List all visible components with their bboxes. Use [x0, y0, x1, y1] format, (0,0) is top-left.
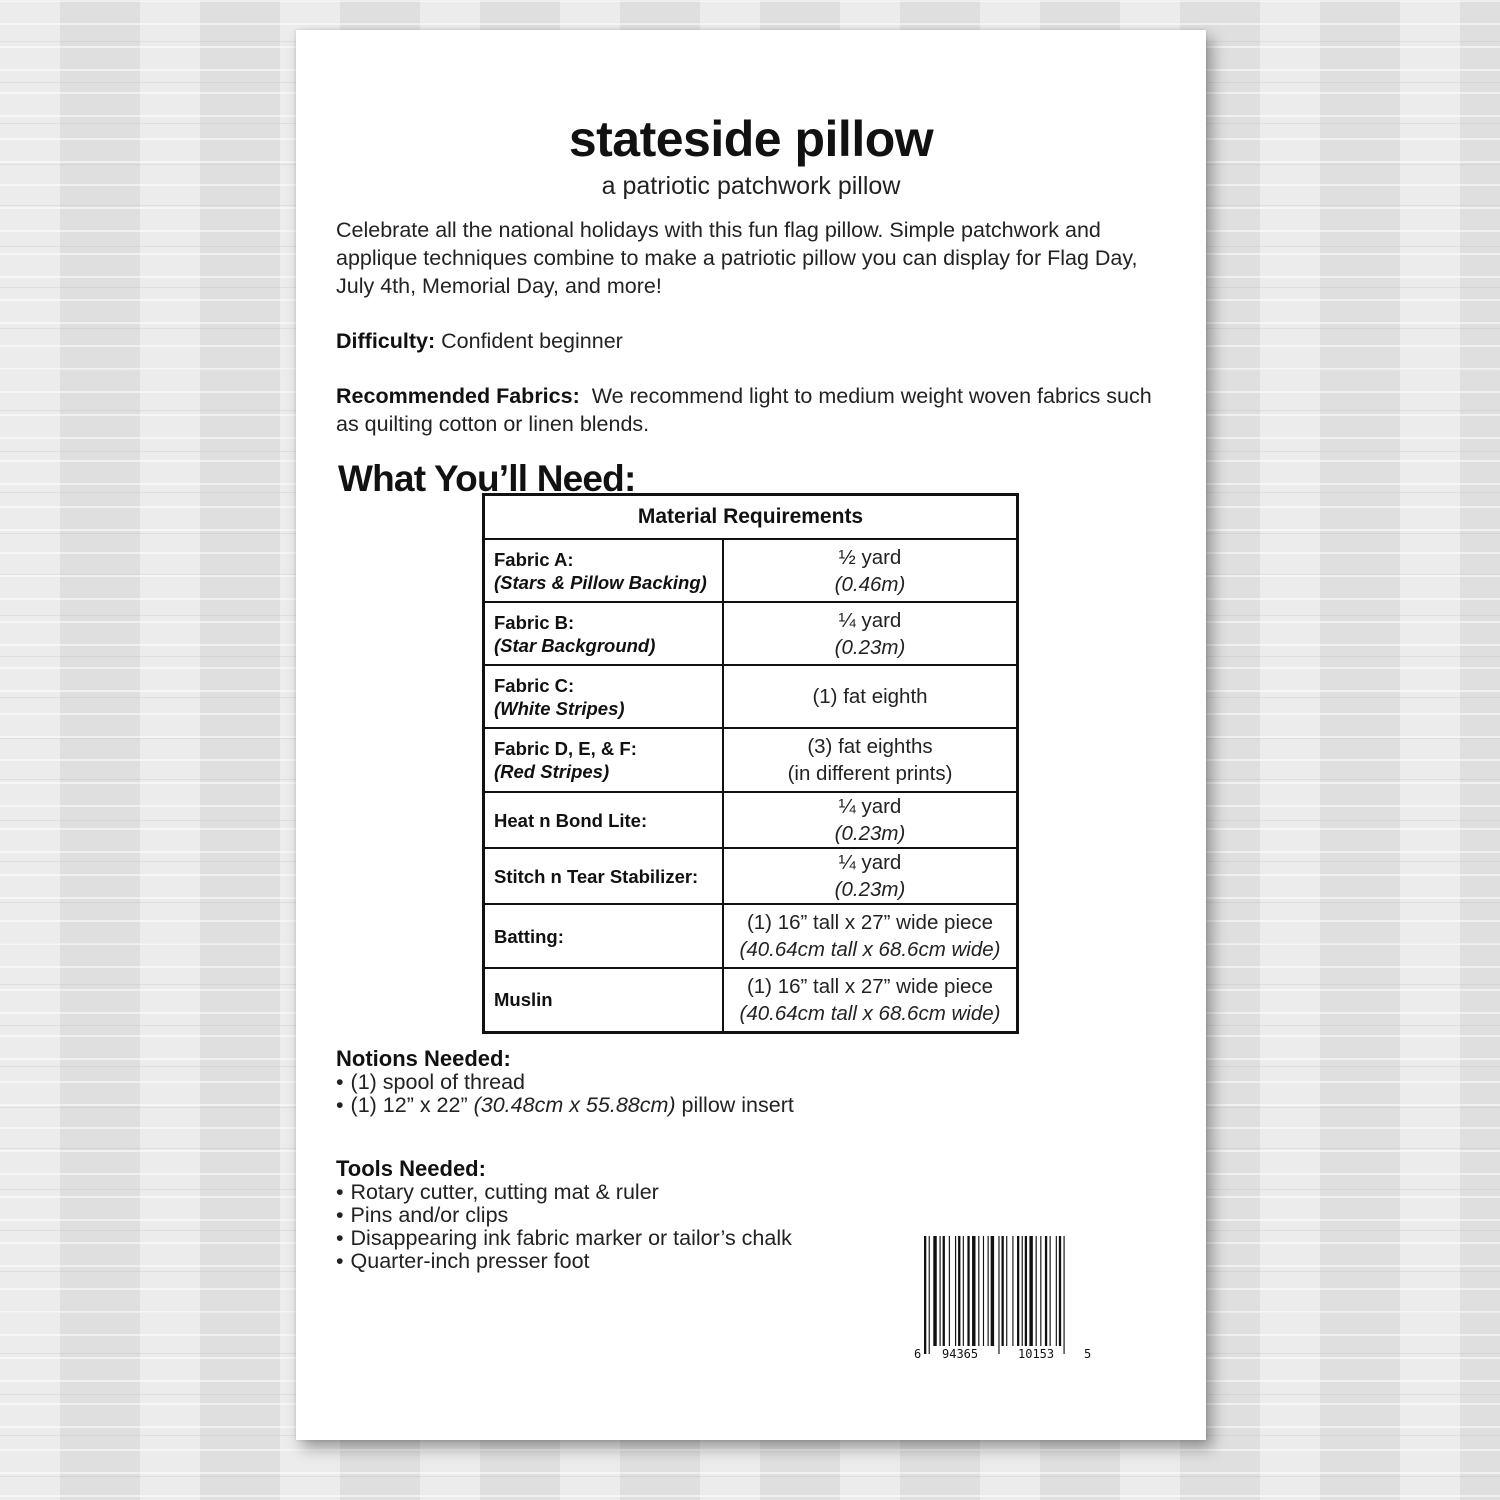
material-quantity — [723, 792, 1018, 848]
quantity-value: (1) 16” tall x 27” wide piece — [746, 974, 994, 998]
table-row — [484, 792, 1018, 848]
intro-paragraph: Celebrate all the national holidays with this fun flag pillow. Simple patchwork and applique techniques combine to make a patriotic pillow you can display for Flag Day, July 4th, Memorial Day, and more! — [336, 218, 1138, 298]
barcode-bar — [1040, 1236, 1041, 1346]
material-quantity — [723, 602, 1018, 665]
list-item-text: (1) 12” x 22” — [350, 1093, 474, 1117]
list-item: • Rotary cutter, cutting mat & ruler — [336, 1181, 792, 1204]
quantity-value: ½ yard — [838, 545, 902, 569]
list-item: • Disappearing ink fabric marker or tailor’s chalk — [336, 1227, 792, 1250]
difficulty-line — [336, 327, 1176, 355]
table-row — [484, 539, 1018, 602]
material-quantity — [723, 848, 1018, 904]
list-item-text: (1) spool of thread — [350, 1070, 526, 1094]
quantity-value: (1) fat eighth — [812, 685, 928, 708]
quantity-metric: (40.64cm tall x 68.6cm wide) — [739, 1001, 1001, 1025]
barcode-bar — [963, 1236, 964, 1346]
quantity-value: ¼ yard — [838, 795, 902, 818]
material-use: (Stars & Pillow Backing) — [494, 571, 707, 593]
barcode-bar — [991, 1236, 994, 1346]
recommended-fabrics-value: We recommend light to medium weight woven fabrics such as quilting cotton or linen blends. — [336, 384, 1152, 436]
material-label — [484, 539, 724, 602]
list-item: • Quarter-inch presser foot — [336, 1250, 792, 1273]
material-use: (White Stripes) — [494, 697, 625, 719]
quantity-metric: (0.46m) — [834, 572, 906, 596]
quantity-value: (1) 16” tall x 27” wide piece — [746, 911, 994, 934]
material-name: Muslin — [494, 989, 553, 1011]
quantity-value: ¼ yard — [838, 608, 902, 632]
pattern-back-cover — [296, 30, 1206, 1440]
barcode-bar — [972, 1236, 975, 1346]
barcode-bar — [1022, 1236, 1023, 1346]
table-row — [484, 728, 1018, 792]
table-row — [484, 904, 1018, 968]
list-item — [336, 1071, 794, 1094]
table-row — [484, 602, 1018, 665]
quantity-metric: (0.23m) — [834, 635, 906, 659]
barcode-digits-right: 10153 — [1018, 1347, 1055, 1361]
page-title: stateside pillow — [568, 111, 934, 167]
barcode-bar — [1056, 1236, 1057, 1346]
barcode-bar — [1045, 1236, 1047, 1346]
barcode-digits-left: 94365 — [942, 1347, 979, 1361]
barcode-bar — [1017, 1236, 1019, 1346]
what-you-need-heading: What You’ll Need: — [338, 458, 636, 499]
barcode-bar — [1050, 1236, 1051, 1346]
barcode-bars — [924, 1236, 1065, 1354]
table-row — [484, 968, 1018, 1032]
material-use: (Red Stripes) — [494, 761, 610, 782]
barcode-bar — [924, 1236, 926, 1354]
quantity-metric: (0.23m) — [834, 878, 906, 901]
table-header: Material Requirements — [484, 495, 1018, 540]
barcode-bar — [967, 1236, 969, 1346]
barcode-bar — [1036, 1236, 1037, 1346]
notions-heading: Notions Needed: — [336, 1046, 511, 1071]
material-use: (Star Background) — [494, 634, 656, 656]
material-name: Fabric B: — [494, 611, 575, 633]
material-name: Batting: — [494, 925, 564, 947]
material-quantity — [723, 904, 1018, 968]
barcode-bar — [1059, 1236, 1061, 1346]
page-subtitle: a patriotic patchwork pillow — [601, 172, 901, 200]
tools-heading: Tools Needed: — [336, 1156, 486, 1181]
quantity-value: (3) fat eighths — [807, 735, 933, 758]
barcode-bar — [958, 1236, 960, 1346]
material-name: Heat n Bond Lite: — [494, 809, 648, 831]
barcode — [914, 1236, 1092, 1361]
barcode-bar — [955, 1236, 956, 1346]
material-name: Stitch n Tear Stabilizer: — [494, 865, 699, 887]
list-item: • Pins and/or clips — [336, 1204, 792, 1227]
quantity-metric: (40.64cm tall x 68.6cm wide) — [739, 938, 1001, 961]
barcode-bar — [933, 1236, 936, 1346]
barcode-digit-last: 5 — [1084, 1347, 1092, 1361]
material-name: Fabric A: — [494, 548, 574, 570]
barcode-bar — [1002, 1236, 1004, 1346]
material-label — [484, 728, 724, 792]
quantity-metric: (0.23m) — [834, 822, 906, 845]
quantity-note: (in different prints) — [787, 762, 953, 785]
barcode-bar — [1025, 1236, 1027, 1346]
barcode-bar — [943, 1236, 945, 1346]
difficulty-label: Difficulty: — [336, 329, 436, 353]
material-label — [484, 968, 724, 1032]
material-quantity — [723, 728, 1018, 792]
material-name: Fabric C: — [494, 674, 575, 696]
difficulty-value: Confident beginner — [441, 329, 623, 353]
barcode-bar — [1006, 1236, 1007, 1346]
recommended-fabrics-label: Recommended Fabrics: — [336, 384, 580, 408]
material-label — [484, 602, 724, 665]
list-item-text: pillow insert — [675, 1093, 794, 1117]
material-quantity — [723, 968, 1018, 1032]
barcode-bar — [949, 1236, 950, 1346]
notions-list — [336, 1071, 794, 1117]
material-requirements-table — [482, 493, 1019, 1034]
barcode-bar — [940, 1236, 941, 1346]
barcode-bar — [988, 1236, 989, 1346]
material-quantity — [723, 539, 1018, 602]
barcode-bar — [1029, 1236, 1032, 1346]
tools-list — [336, 1181, 792, 1273]
barcode-bar — [1064, 1236, 1065, 1354]
table-row — [484, 848, 1018, 904]
barcode-bar — [998, 1236, 999, 1354]
material-quantity — [723, 665, 1018, 728]
material-label — [484, 848, 724, 904]
material-label — [484, 792, 724, 848]
table-row — [484, 665, 1018, 728]
recommended-fabrics — [336, 382, 1176, 438]
barcode-bar — [1012, 1236, 1013, 1346]
list-item-metric: (30.48cm x 55.88cm) — [473, 1093, 676, 1117]
barcode-bar — [978, 1236, 979, 1346]
barcode-bar — [983, 1236, 984, 1346]
barcode-bar — [929, 1236, 930, 1354]
quantity-value: ¼ yard — [838, 851, 902, 874]
material-name: Fabric D, E, & F: — [494, 738, 637, 759]
list-item — [336, 1094, 794, 1117]
barcode-digit-first: 6 — [914, 1347, 922, 1361]
material-label — [484, 904, 724, 968]
material-label — [484, 665, 724, 728]
